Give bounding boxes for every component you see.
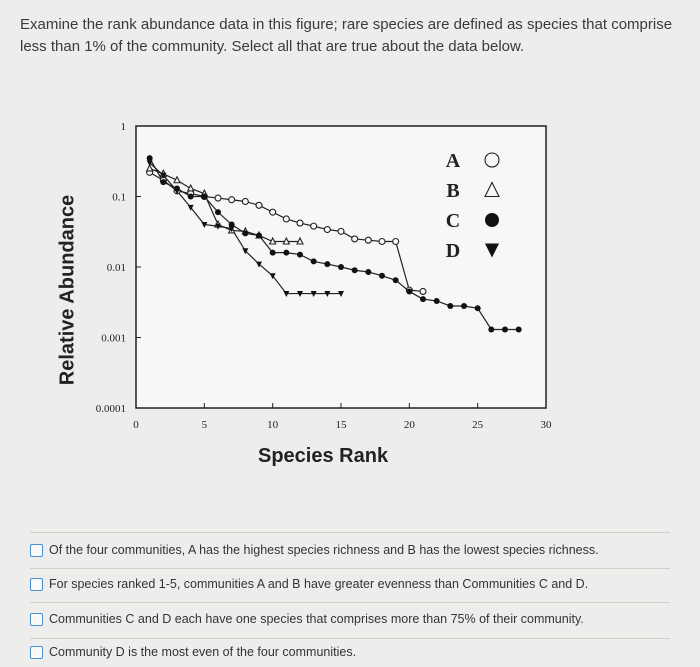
data-point-C: [147, 155, 153, 161]
data-point-C: [270, 250, 276, 256]
option-3-checkbox[interactable]: [30, 613, 43, 626]
data-point-C: [447, 303, 453, 309]
x-axis-label: Species Rank: [258, 445, 389, 467]
legend-label: B: [446, 180, 460, 202]
data-point-A: [420, 288, 426, 294]
data-point-A: [229, 197, 235, 203]
data-point-A: [311, 223, 317, 229]
x-tick-label: 20: [403, 419, 415, 431]
data-point-A: [338, 228, 344, 234]
option-4-label: Community D is the most even of the four communities.: [49, 645, 357, 659]
data-point-C: [256, 232, 262, 238]
data-point-C: [516, 326, 522, 332]
x-tick-label: 15: [335, 419, 347, 431]
option-divider: [30, 532, 670, 533]
data-point-C: [502, 326, 508, 332]
option-4[interactable]: [30, 637, 670, 667]
x-tick-label: 0: [133, 419, 139, 431]
data-point-C: [324, 261, 330, 267]
y-tick-label: 1: [120, 121, 126, 133]
x-tick-label: 25: [472, 419, 484, 431]
data-point-C: [379, 273, 385, 279]
data-point-A: [379, 238, 385, 244]
data-point-C: [365, 269, 371, 275]
data-point-A: [283, 216, 289, 222]
data-point-C: [242, 230, 248, 236]
y-tick-label: 0.0001: [95, 403, 126, 415]
data-point-A: [297, 220, 303, 226]
data-point-C: [434, 298, 440, 304]
data-point-C: [215, 209, 221, 215]
legend-label: D: [445, 240, 461, 262]
legend-marker-A: [485, 153, 499, 167]
option-3[interactable]: [30, 604, 670, 634]
data-point-A: [256, 202, 262, 208]
data-point-C: [393, 277, 399, 283]
data-point-A: [215, 195, 221, 201]
data-point-A: [270, 209, 276, 215]
option-1-label: Of the four communities, A has the highest species richness and B has the lowest species richness.: [49, 543, 599, 557]
data-point-C: [201, 194, 207, 200]
x-tick-label: 10: [267, 419, 279, 431]
legend-label: A: [445, 150, 461, 172]
data-point-A: [324, 227, 330, 233]
data-point-A: [242, 198, 248, 204]
x-tick-label: 5: [201, 419, 208, 431]
x-tick-label: 30: [540, 419, 552, 431]
data-point-A: [352, 236, 358, 242]
rank-abundance-chart: [55, 112, 565, 482]
y-axis-label: Relative Abundance: [56, 194, 79, 386]
option-2-checkbox[interactable]: [30, 578, 43, 591]
option-1-checkbox[interactable]: [30, 544, 43, 557]
data-point-C: [188, 194, 194, 200]
question-text: Examine the rank abundance data in this figure; rare species are defined as species that comprise less than 1% of the community. Select all that are true about the data below.: [20, 16, 673, 55]
y-tick-label: 0.001: [101, 332, 126, 345]
data-point-C: [283, 250, 289, 256]
data-point-C: [352, 267, 358, 273]
data-point-C: [338, 264, 344, 270]
option-3-label: Communities C and D each have one species that comprises more than 75% of their community.: [49, 612, 584, 626]
option-4-checkbox[interactable]: [30, 646, 43, 659]
data-point-A: [393, 238, 399, 244]
option-1[interactable]: [30, 535, 670, 565]
data-point-C: [406, 288, 412, 294]
data-point-C: [475, 305, 481, 311]
y-tick-label: 0.01: [106, 262, 126, 274]
data-point-C: [488, 326, 494, 332]
data-point-A: [365, 237, 371, 243]
data-point-C: [420, 296, 426, 302]
data-point-C: [461, 303, 467, 309]
option-2[interactable]: [30, 569, 670, 599]
legend-marker-C: [485, 213, 499, 227]
legend-label: C: [445, 210, 461, 232]
data-point-C: [160, 179, 166, 185]
option-divider: [30, 602, 670, 603]
option-2-label: For species ranked 1-5, communities A and B have greater evenness than Communities C and D.: [49, 577, 589, 591]
y-tick-label: 0.1: [112, 191, 126, 204]
data-point-C: [311, 258, 317, 264]
data-point-C: [297, 252, 303, 258]
